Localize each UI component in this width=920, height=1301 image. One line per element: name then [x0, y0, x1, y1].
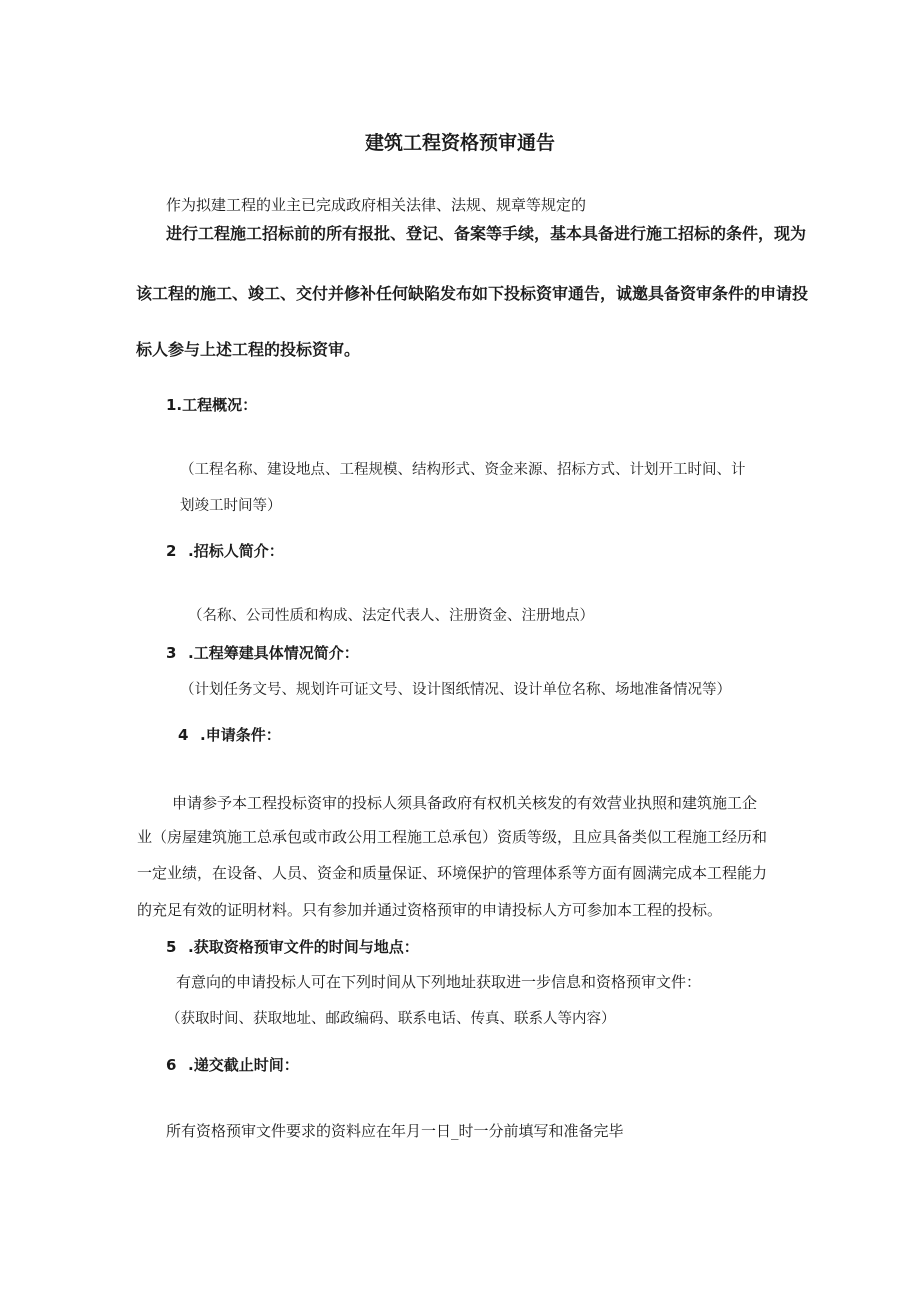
section-2-note-line-1: （名称、公司性质和构成、法定代表人、注册资金、注册地点）: [188, 608, 594, 624]
section-4-body-line-2: 业（房屋建筑施工总承包或市政公用工程施工总承包）资质等级，且应具备类似工程施工经历和: [137, 828, 768, 846]
section-1-heading: 1.工程概况：: [166, 396, 258, 414]
section-6-number: 6: [166, 1056, 177, 1074]
intro-line-3: 该工程的施工、竣工、交付并修补任何缺陷发布如下投标资审通告，诚邀具备资审条件的申请投: [136, 284, 809, 303]
section-2-title: .招标人简介：: [188, 542, 284, 560]
section-5-body-line-1: 有意向的申请投标人可在下列时间从下列地址获取进一步信息和资格预审文件：: [176, 973, 702, 991]
intro-line-4: 标人参与上述工程的投标资审。: [136, 340, 361, 359]
section-6-heading: [166, 1054, 299, 1075]
section-4-number: 4: [178, 726, 189, 744]
section-1-note-line-2: 划竣工时间等）: [180, 498, 282, 514]
intro-line-2: 进行工程施工招标前的所有报批、登记、备案等手续，基本具备进行施工招标的条件，现为: [166, 224, 807, 243]
section-5-title: .获取资格预审文件的时间与地点：: [188, 938, 419, 956]
section-6-body-line-1: 所有资格预审文件要求的资料应在年月一日_时一分前填写和准备完毕: [166, 1122, 624, 1140]
intro-line-1: 作为拟建工程的业主已完成政府相关法律、法规、规章等规定的: [166, 196, 587, 214]
document-title: 建筑工程资格预审通告: [364, 132, 555, 154]
section-4-body-line-3: 一定业绩，在设备、人员、资金和质量保证、环境保护的管理体系等方面有圆满完成本工程能力: [137, 864, 768, 882]
section-5-note-line-1: （获取时间、获取地址、邮政编码、联系电话、传真、联系人等内容）: [166, 1011, 616, 1027]
section-6-title: .递交截止时间：: [188, 1056, 299, 1074]
section-5-number: 5: [166, 938, 177, 956]
section-3-heading: [166, 642, 359, 663]
section-2-number: 2: [166, 542, 177, 560]
section-5-heading: [166, 936, 419, 957]
section-4-body-line-1: 申请参予本工程投标资审的投标人须具备政府有权机关核发的有效营业执照和建筑施工企: [172, 794, 758, 812]
section-4-body-line-4: 的充足有效的证明材料。只有参加并通过资格预审的申请投标人方可参加本工程的投标。: [137, 901, 723, 919]
section-2-heading: [166, 540, 284, 561]
section-1-note-line-1: （工程名称、建设地点、工程规模、结构形式、资金来源、招标方式、计划开工时间、计: [180, 462, 746, 478]
section-3-note-line-1: （计划任务文号、规划许可证文号、设计图纸情况、设计单位名称、场地准备情况等）: [180, 682, 731, 698]
section-4-heading: [178, 724, 281, 745]
section-4-title: .申请条件：: [200, 726, 281, 744]
section-3-title: .工程筹建具体情况简介：: [188, 644, 359, 662]
section-3-number: 3: [166, 644, 177, 662]
